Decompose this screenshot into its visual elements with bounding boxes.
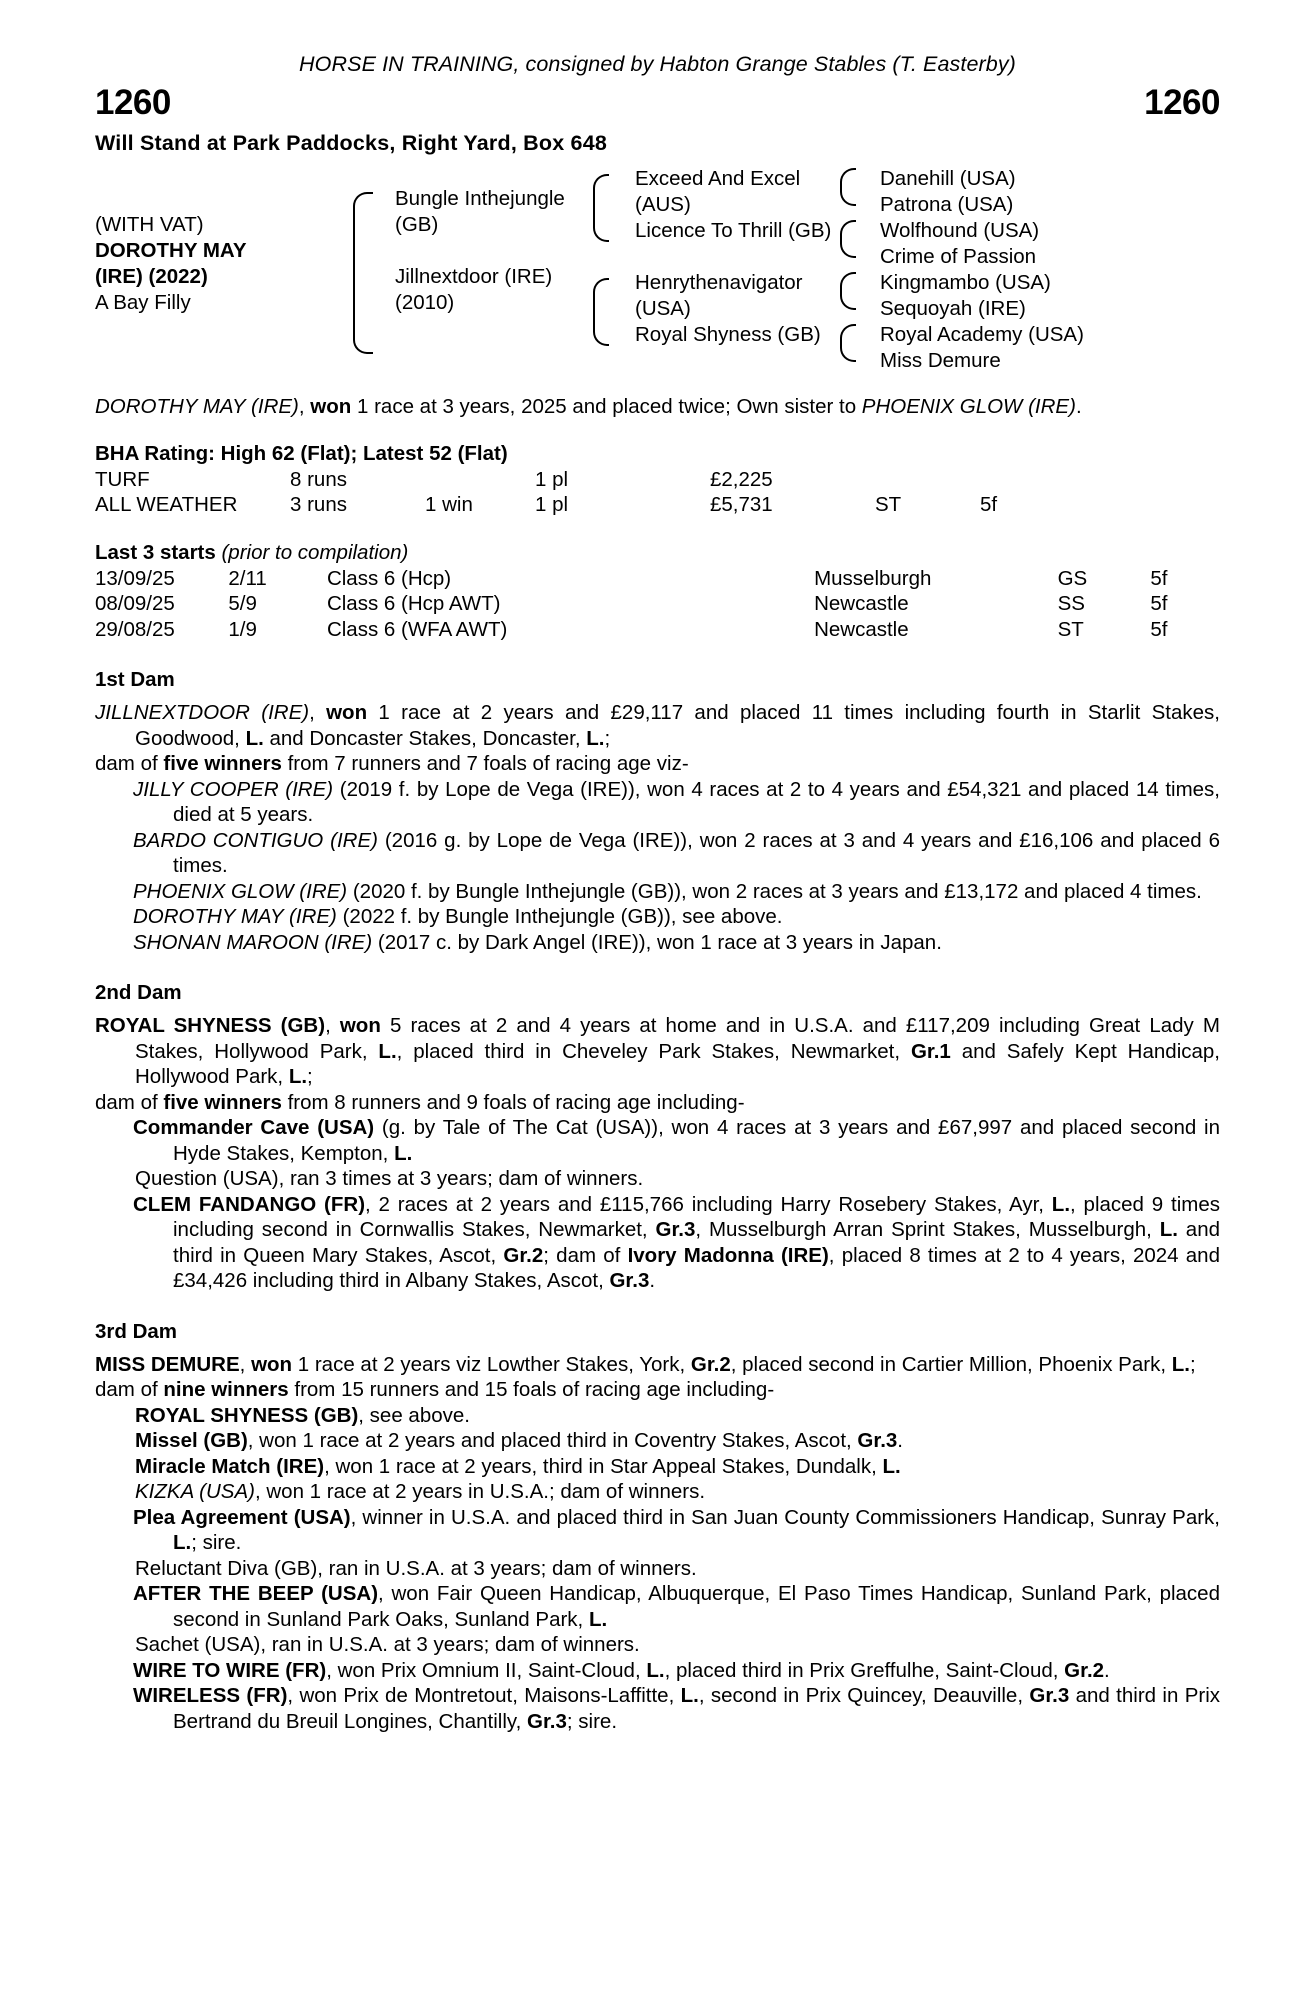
third-dam-won: won (251, 1352, 293, 1376)
progeny-text: (2017 c. by Dark Angel (IRE)), won 1 race at 3 years in Japan. (372, 930, 942, 954)
second-dam-body: 5 races at 2 and 4 years at home and in U.S.A. and £117,209 including Great Lady M Stakes, Hollywood Park, L., placed third in Cheveley Park Stakes, Newmarket, Gr.1 and Safely Kept Handicap, Hollywood Park, L.; (135, 1014, 1220, 1088)
pedigree-diagram (95, 166, 1220, 376)
lot-number-row (95, 83, 1220, 123)
start-distance: 5f (1150, 592, 1168, 615)
list-item (95, 1683, 1220, 1734)
consignor-line: HORSE IN TRAINING, consigned by Habton Grange Stables (T. Easterby) (299, 52, 1016, 76)
summary-horse-name: DOROTHY MAY (IRE) (95, 395, 299, 418)
first-dam-intro3: ; (604, 726, 611, 750)
stat-runs: 8 runs (290, 467, 347, 491)
stat-wins (425, 467, 535, 492)
table-row (95, 566, 1220, 592)
second-dam-heading: 2nd Dam (95, 981, 182, 1004)
damof-count: five winners (163, 752, 282, 775)
grandparent-1: Danehill (USA) (880, 167, 1016, 190)
dam-sire-name: Henrythenavigator (635, 271, 803, 294)
progeny-text: , won 1 race at 2 years, third in Star Appeal Stakes, Dundalk, L. (324, 1454, 901, 1478)
grandparent-3: Wolfhound (USA) (880, 219, 1040, 242)
start-class: Class 6 (Hcp AWT) (326, 592, 501, 615)
horse-summary (95, 394, 1220, 420)
first-dam-name: JILLNEXTDOOR (IRE) (95, 701, 310, 724)
progeny-text: , won Prix de Montretout, Maisons-Laffitte, L., second in Prix Quincey, Deauville, Gr.3 and third in Prix Bertrand du Breuil Longines, Chantilly, Gr.3; sire. (173, 1684, 1221, 1733)
career-stats-table (95, 467, 1060, 517)
start-position: 2/11 (228, 566, 267, 590)
lot-number-left: 1260 (95, 83, 171, 122)
second-dam-winners-line (95, 1090, 1220, 1116)
stat-going (875, 467, 980, 492)
list-item (135, 1403, 1220, 1429)
progeny-name: AFTER THE BEEP (USA) (133, 1582, 379, 1605)
dam-year: (2010) (395, 291, 455, 314)
stat-surface: ALL WEATHER (95, 492, 238, 516)
stat-earnings: £5,731 (710, 492, 773, 516)
grandparent-2: Patrona (USA) (880, 193, 1014, 216)
start-position: 1/9 (228, 617, 257, 641)
progeny-name: Missel (GB) (135, 1429, 248, 1452)
progeny-text: (2022 f. by Bungle Inthejungle (GB)), see above. (336, 905, 783, 928)
start-class: Class 6 (WFA AWT) (326, 617, 508, 641)
damof-pre: dam of (95, 1378, 164, 1401)
last-starts-title: Last 3 starts (95, 540, 216, 564)
stat-earnings: £2,225 (710, 467, 773, 491)
progeny-name: Plea Agreement (USA) (133, 1505, 351, 1529)
progeny-name: JILLY COOPER (IRE) (133, 777, 334, 801)
progeny-name: DOROTHY MAY (IRE) (133, 905, 337, 928)
list-item (95, 1658, 1220, 1684)
vat-note: (WITH VAT) (95, 213, 204, 236)
damof-pre: dam of (95, 752, 164, 775)
grandparent-4: Crime of Passion (880, 245, 1037, 268)
sire-name: Bungle Inthejungle (395, 187, 565, 210)
progeny-text: , 2 races at 2 years and £115,766 including Harry Rosebery Stakes, Ayr, L., placed 9 times including second in Cornwallis Stakes, Newmarket, Gr.3, Musselburgh Arran Sprint Stakes, Musselburgh, L. and third in Queen Mary Stakes, Ascot, Gr.2; dam of Ivory Madonna (IRE), placed 8 times at 2 to 4 years, 2024 and £34,426 including third in Albany Stakes, Ascot, Gr.3. (173, 1192, 1220, 1292)
start-going: ST (1057, 617, 1084, 641)
progeny-text: , ran in U.S.A. at 3 years; dam of winners. (260, 1633, 640, 1656)
list-item (135, 1556, 1220, 1582)
third-dam-heading: 3rd Dam (95, 1319, 178, 1343)
table-row (95, 617, 1220, 643)
list-item (95, 1115, 1220, 1166)
start-class: Class 6 (Hcp) (326, 566, 452, 590)
start-distance: 5f (1150, 566, 1168, 590)
dam-sire-origin: (USA) (635, 297, 691, 320)
progeny-name: Sachet (USA) (135, 1633, 261, 1656)
first-dam-text: JILLNEXTDOOR (IRE), won 1 race at 2 years and £29,117 and placed 11 times including fourth in Starlit Stakes, Goodwood, L. and Doncaster Stakes, Doncaster, L.; (95, 701, 1220, 750)
summary-sister: PHOENIX GLOW (IRE) (861, 395, 1076, 418)
sire-sire-name: Exceed And Excel (635, 167, 801, 190)
sire-origin: (GB) (395, 213, 439, 236)
horse-origin-year: (IRE) (2022) (95, 265, 208, 288)
stat-wins: 1 win (425, 492, 473, 516)
first-dam-winners-line (95, 751, 1220, 777)
dam-block (395, 264, 610, 316)
table-row (95, 492, 1060, 517)
progeny-text: , winner in U.S.A. and placed third in San Juan County Commissioners Handicap, Sunray Park, L.; sire. (173, 1505, 1221, 1554)
progeny-text: , see above. (358, 1403, 470, 1427)
table-row (95, 467, 1060, 492)
listed-marker: L. (586, 726, 605, 750)
progeny-name: KIZKA (USA) (135, 1480, 255, 1503)
start-position: 5/9 (228, 592, 257, 615)
progeny-text: (2020 f. by Bungle Inthejungle (GB)), won 2 races at 3 years and £13,172 and placed 4 times. (347, 879, 1202, 903)
list-item (95, 904, 1220, 930)
progeny-name: Question (USA) (135, 1167, 279, 1190)
list-item (95, 828, 1220, 879)
progeny-name: PHOENIX GLOW (IRE) (133, 879, 348, 903)
progeny-name: BARDO CONTIGUO (IRE) (133, 828, 378, 852)
list-item (95, 777, 1220, 828)
start-date: 13/09/25 (95, 566, 175, 590)
dam-sire-block (635, 270, 875, 322)
first-dam-heading: 1st Dam (95, 668, 175, 691)
list-item (95, 1581, 1220, 1632)
progeny-name: Miracle Match (IRE) (135, 1454, 325, 1478)
progeny-name: Reluctant Diva (GB) (135, 1556, 318, 1580)
last-starts-subtitle: (prior to compilation) (221, 540, 409, 564)
subject-block (95, 212, 325, 316)
list-item (95, 1505, 1220, 1556)
list-item (135, 1428, 1220, 1454)
table-row (95, 591, 1220, 617)
progeny-text: , won Fair Queen Handicap, Albuquerque, El Paso Times Handicap, Sunland Park, placed second in Sunland Park Oaks, Sunland Park, L. (173, 1582, 1220, 1631)
grandparent-7: Royal Academy (USA) (880, 323, 1084, 346)
damof-count: five winners (163, 1090, 282, 1114)
summary-comma: , (298, 395, 311, 418)
horse-name: DOROTHY MAY (95, 239, 247, 262)
list-item (135, 1479, 1220, 1505)
list-item (135, 1166, 1220, 1192)
progeny-name: ROYAL SHYNESS (GB) (135, 1403, 359, 1427)
stat-places: 1 pl (535, 467, 569, 491)
start-distance: 5f (1150, 617, 1168, 641)
sire-sire-block (635, 166, 875, 218)
progeny-name: Commander Cave (USA) (133, 1116, 375, 1139)
damof-post: from 15 runners and 15 foals of racing age including- (288, 1378, 775, 1401)
start-course: Newcastle (814, 592, 909, 615)
horse-description: A Bay Filly (95, 291, 191, 314)
second-dam-name: ROYAL SHYNESS (GB) (95, 1014, 326, 1037)
list-item (95, 1192, 1220, 1294)
start-going: SS (1057, 592, 1085, 615)
damof-post: from 8 runners and 9 foals of racing age including- (281, 1090, 745, 1114)
progeny-text: , won 1 race at 2 years and placed third in Coventry Stakes, Ascot, Gr.3. (247, 1429, 903, 1452)
first-dam-intro2: and Doncaster Stakes, Doncaster, (263, 726, 587, 750)
progeny-text: , ran in U.S.A. at 3 years; dam of winners. (317, 1556, 697, 1580)
listed-marker: L. (245, 726, 264, 750)
progeny-text: (g. by Tale of The Cat (USA)), won 4 races at 3 years and £67,997 and placed second in Hyde Stakes, Kempton, L. (173, 1116, 1220, 1165)
grandparent-6: Sequoyah (IRE) (880, 297, 1026, 320)
start-date: 08/09/25 (95, 592, 175, 615)
damof-post: from 7 runners and 7 foals of racing age viz- (281, 752, 689, 775)
progeny-text: , won 1 race at 2 years in U.S.A.; dam of winners. (254, 1480, 706, 1503)
damof-count: nine winners (163, 1378, 289, 1401)
stat-going: ST (875, 492, 902, 516)
third-dam-winners-line (95, 1377, 1220, 1403)
sire-dam-name: Licence To Thrill (GB) (635, 219, 832, 242)
summary-end: . (1075, 395, 1082, 418)
progeny-text: , ran 3 times at 3 years; dam of winners. (278, 1167, 644, 1190)
start-going: GS (1057, 566, 1088, 590)
start-date: 29/08/25 (95, 617, 175, 641)
bha-rating: BHA Rating: High 62 (Flat); Latest 52 (Flat) (95, 441, 508, 465)
list-item (95, 879, 1220, 905)
sire-block (395, 186, 610, 238)
stat-distance (980, 467, 1060, 492)
summary-won: won (310, 395, 352, 418)
progeny-name: SHONAN MAROON (IRE) (133, 930, 373, 954)
third-dam-name: MISS DEMURE (95, 1352, 240, 1376)
second-dam-text: ROYAL SHYNESS (GB), won 5 races at 2 and 4 years at home and in U.S.A. and £117,209 including Great Lady M Stakes, Hollywood Park, L., placed third in Cheveley Park Stakes, Newmarket, Gr.1 and Safely Kept Handicap, Hollywood Park, L.; (95, 1014, 1220, 1088)
first-dam-won: won (326, 701, 368, 724)
dam-name: Jillnextdoor (IRE) (395, 265, 553, 288)
stat-places: 1 pl (535, 492, 569, 516)
grandparent-8: Miss Demure (880, 349, 1001, 372)
last-starts-heading (95, 541, 1220, 565)
first-dam-intro: 1 race at 2 years and £29,117 and placed 11 times including fourth in Starlit Stakes, Goodwood, (135, 701, 1220, 750)
stat-runs: 3 runs (290, 492, 347, 516)
progeny-text: (2019 f. by Lope de Vega (IRE)), won 4 races at 2 to 4 years and £54,321 and placed 14 times, died at 5 years. (173, 777, 1220, 826)
lot-number-right: 1260 (1144, 83, 1220, 122)
stat-distance: 5f (980, 492, 998, 516)
brace-main (353, 192, 373, 354)
dam-dam-block (635, 322, 875, 348)
progeny-text: (2016 g. by Lope de Vega (IRE)), won 2 races at 3 and 4 years and £16,106 and placed 6 times. (173, 828, 1220, 877)
sire-dam-block (635, 218, 875, 244)
progeny-text: , won Prix Omnium II, Saint-Cloud, L., placed third in Prix Greffulhe, Saint-Cloud, Gr.2. (326, 1658, 1110, 1682)
third-dam-text: MISS DEMURE, won 1 race at 2 years viz Lowther Stakes, York, Gr.2, placed second in Cartier Million, Phoenix Park, L.; (95, 1352, 1196, 1376)
third-dam-body: 1 race at 2 years viz Lowther Stakes, York, Gr.2, placed second in Cartier Million, Phoenix Park, L.; (292, 1352, 1196, 1376)
last-starts-table (95, 566, 1220, 643)
start-course: Newcastle (814, 617, 909, 641)
start-course: Musselburgh (814, 566, 932, 590)
list-item (135, 1454, 1220, 1480)
progeny-name: WIRELESS (FR) (133, 1684, 288, 1707)
progeny-name: WIRE TO WIRE (FR) (133, 1658, 327, 1682)
stat-surface: TURF (95, 467, 150, 491)
progeny-name: CLEM FANDANGO (FR) (133, 1192, 366, 1216)
summary-rest: 1 race at 3 years, 2025 and placed twice; Own sister to (351, 395, 862, 418)
sire-sire-origin: (AUS) (635, 193, 691, 216)
grandparent-5: Kingmambo (USA) (880, 271, 1051, 294)
second-dam-won: won (339, 1014, 381, 1037)
list-item (135, 1632, 1220, 1658)
damof-pre: dam of (95, 1090, 164, 1114)
list-item (95, 930, 1220, 956)
dam-dam-name: Royal Shyness (GB) (635, 323, 821, 346)
stand-location: Will Stand at Park Paddocks, Right Yard, Box 648 (95, 131, 608, 155)
